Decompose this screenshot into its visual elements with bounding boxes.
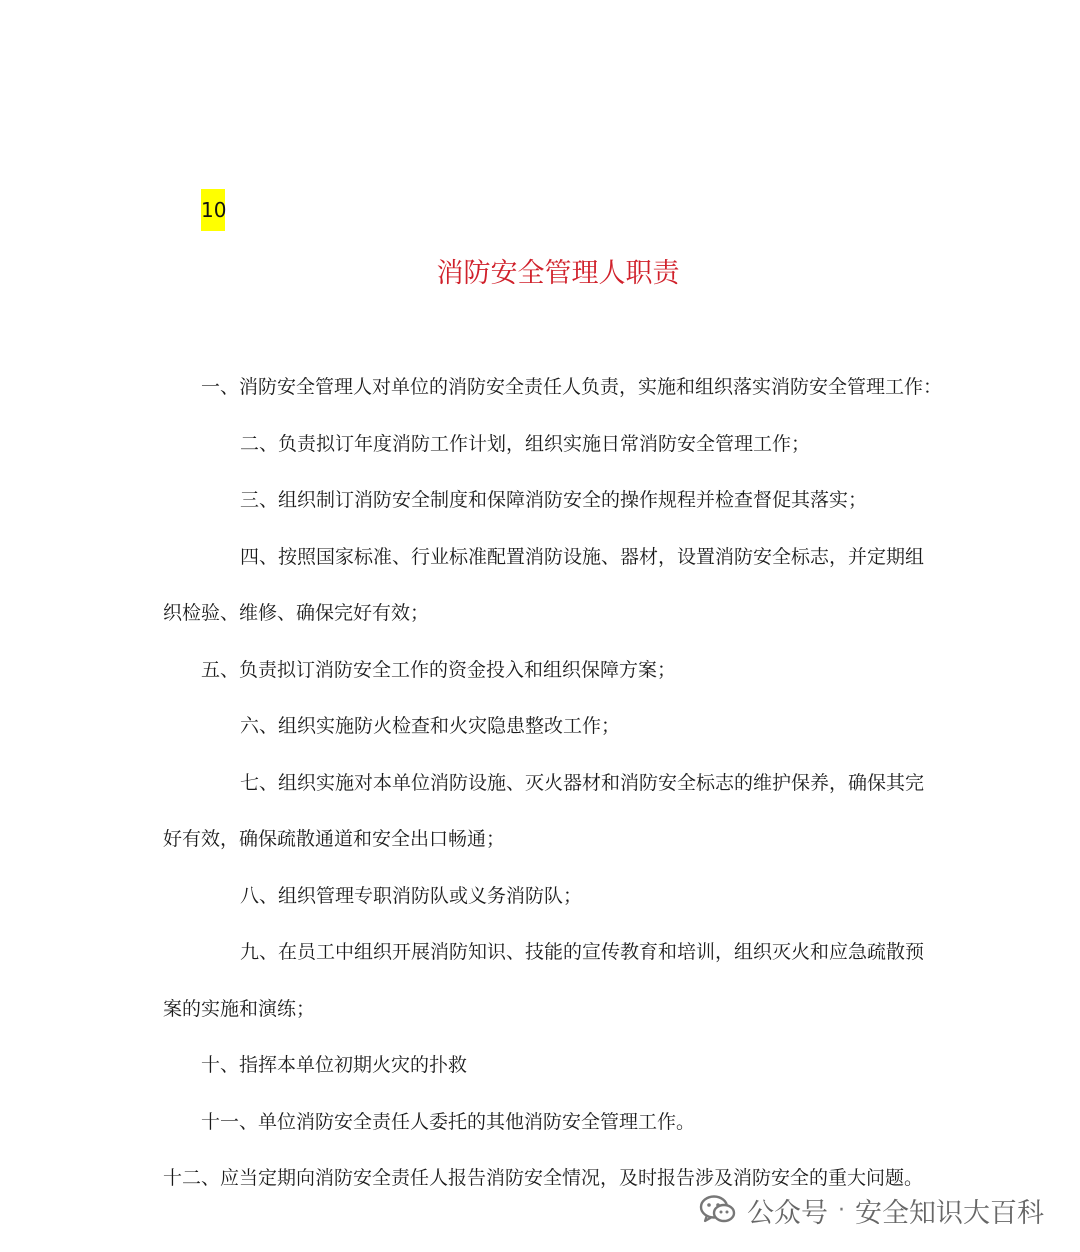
duty-item-9: 九、在员工中组织开展消防知识、技能的宣传教育和培训，组织灭火和应急疏散预 [240, 941, 925, 963]
duty-item-3: 三、组织制订消防安全制度和保障消防安全的操作规程并检查督促其落实； [240, 489, 868, 511]
duty-item-1: 一、消防安全管理人对单位的消防安全责任人负责，实施和组织落实消防安全管理工作： [201, 376, 943, 398]
duty-item-4-continued: 织检验、维修、确保完好有效； [163, 602, 430, 624]
duty-item-4: 四、按照国家标准、行业标准配置消防设施、器材，设置消防安全标志，并定期组 [240, 546, 925, 568]
watermark-label: 公众号 [747, 1197, 828, 1229]
duty-item-7-continued: 好有效，确保疏散通道和安全出口畅通； [163, 828, 506, 850]
duty-item-2: 二、负责拟订年度消防工作计划，组织实施日常消防安全管理工作； [240, 433, 811, 455]
watermark-account-name: 安全知识大百科 [855, 1197, 1044, 1229]
watermark-separator: · [838, 1197, 845, 1223]
duty-item-11: 十一、单位消防安全责任人委托的其他消防安全管理工作。 [201, 1111, 696, 1133]
duty-item-12: 十二、应当定期向消防安全责任人报告消防安全情况，及时报告涉及消防安全的重大问题。 [163, 1167, 924, 1189]
duty-item-9-continued: 案的实施和演练； [163, 998, 316, 1020]
document-title: 消防安全管理人职责 [436, 258, 680, 289]
duty-item-10: 十、指挥本单位初期火灾的扑救 [201, 1054, 468, 1076]
duty-item-8: 八、组织管理专职消防队或义务消防队； [240, 885, 583, 907]
duty-item-5: 五、负责拟订消防安全工作的资金投入和组织保障方案； [201, 659, 677, 681]
page-number-highlight: 10 [201, 189, 225, 231]
wechat-icon [699, 1194, 737, 1226]
duty-item-7: 七、组织实施对本单位消防设施、灭火器材和消防安全标志的维护保养，确保其完 [240, 772, 925, 794]
account-watermark [699, 1188, 1044, 1232]
duty-item-6: 六、组织实施防火检查和火灾隐患整改工作； [240, 715, 621, 737]
